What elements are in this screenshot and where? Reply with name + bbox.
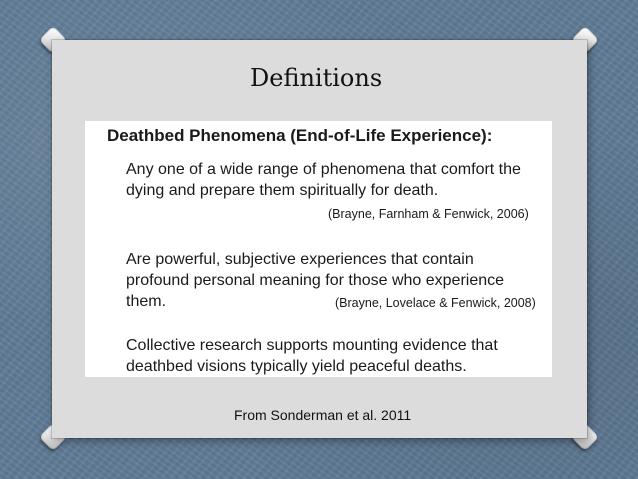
definition-1-citation: (Brayne, Farnham & Fenwick, 2006) bbox=[328, 207, 529, 221]
definition-heading: Deathbed Phenomena (End-of-Life Experience): bbox=[107, 126, 493, 145]
definition-box bbox=[85, 121, 552, 377]
definition-1-line-2: dying and prepare them spiritually for death. bbox=[126, 182, 439, 199]
definition-2-line-2: profound personal meaning for those who experience bbox=[126, 272, 505, 289]
definition-1-line-1: Any one of a wide range of phenomena that comfort the bbox=[126, 161, 521, 178]
definition-2-line-3: them. bbox=[126, 293, 167, 310]
definition-2-citation: (Brayne, Lovelace & Fenwick, 2008) bbox=[335, 296, 536, 310]
conclusion-line-1: Collective research supports mounting evidence that bbox=[126, 337, 498, 354]
definition-2-line-1: Are powerful, subjective experiences that contain bbox=[126, 251, 474, 268]
slide-title: Definitions bbox=[250, 64, 383, 92]
conclusion-line-2: deathbed visions typically yield peaceful deaths. bbox=[126, 358, 467, 375]
source-credit: From Sonderman et al. 2011 bbox=[234, 407, 412, 423]
